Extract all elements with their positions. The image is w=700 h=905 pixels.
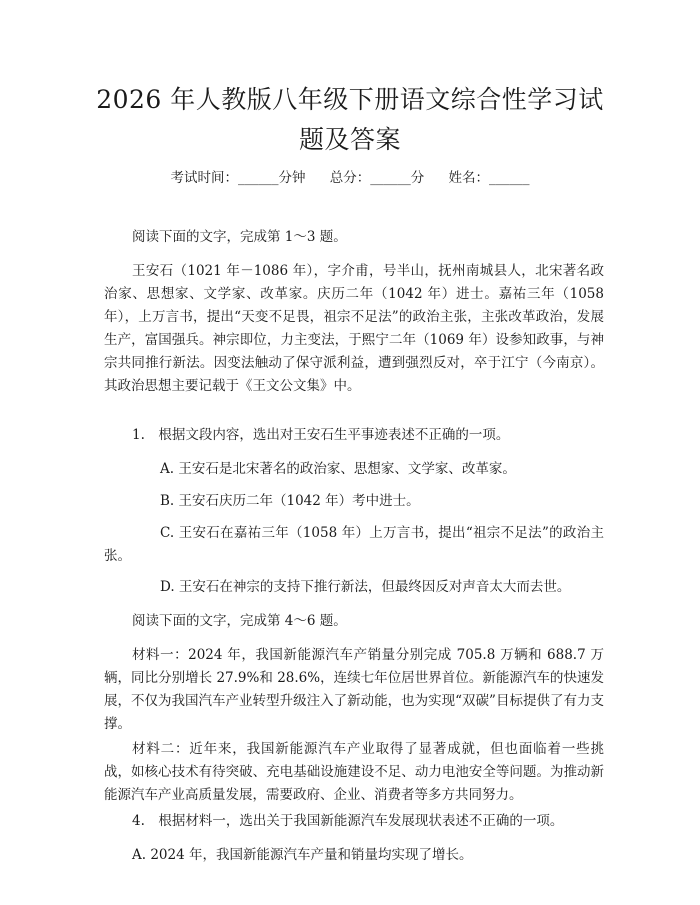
- section1-passage: 王安石（1021 年－1086 年），字介甫，号半山，抚州南城县人，北宋著名政治家、思想家、文学家、改革家。庆历二年（1042 年）进士。嘉祐三年（1058 年），上万言书，提出“天变不足畏，祖宗不足法”的政治主张，主张改革政治，发展生产，富国强兵。神宗即位，力主变法，于熙宁二年（1069 年）设参知政事，与神宗共同推行新法。因变法触动了保守派利益，遭到强烈反对，卒于江宁（今南京）。其政治思想主要记载于《王文公文集》中。: [104, 263, 604, 394]
- question-1-option-b: B. 王安石庆历二年（1042 年）考中进士。: [160, 493, 420, 509]
- exam-score: 总分：______分: [329, 170, 425, 186]
- exam-time: 考试时间：______分钟: [170, 170, 306, 186]
- question-1-option-a: A. 王安石是北宋著名的政治家、思想家、文学家、改革家。: [160, 461, 516, 477]
- exam-name: 姓名：______: [448, 170, 530, 186]
- section2-intro: 阅读下面的文字，完成第 4～6 题。: [132, 613, 347, 629]
- question-4-option-a: A. 2024 年，我国新能源汽车产量和销量均实现了增长。: [132, 847, 473, 863]
- question-1: 1. 根据文段内容，选出对王安石生平事迹表述不正确的一项。: [132, 427, 510, 443]
- question-1-option-d: D. 王安石在神宗的支持下推行新法，但最终因反对声音太大而去世。: [160, 579, 571, 595]
- section1-intro: 阅读下面的文字，完成第 1～3 题。: [132, 229, 347, 245]
- exam-info: [0, 168, 700, 188]
- material-2: 材料二：近年来，我国新能源汽车产业取得了显著成就，但也面临着一些挑战，如核心技术有待突破、充电基础设施建设不足、动力电池安全等问题。为推动新能源汽车产业高质量发展，需要政府、企业、消费者等多方共同努力。: [104, 741, 604, 803]
- question-1-option-c: C. 王安石在嘉祐三年（1058 年）上万言书，提出“祖宗不足法”的政治主张。: [104, 525, 604, 564]
- question-4: 4. 根据材料一，选出关于我国新能源汽车发展现状表述不正确的一项。: [132, 813, 564, 829]
- page-title: 2026 年人教版八年级下册语文综合性学习试题及答案: [96, 85, 604, 154]
- material-1: 材料一：2024 年，我国新能源汽车产销量分别完成 705.8 万辆和 688.7 万辆，同比分别增长 27.9%和 28.6%，连续七年位居世界首位。新能源汽车的快速发展，不仅为我国汽车产业转型升级注入了新动能，也为实现“双碳”目标提供了有力支撑。: [104, 647, 604, 732]
